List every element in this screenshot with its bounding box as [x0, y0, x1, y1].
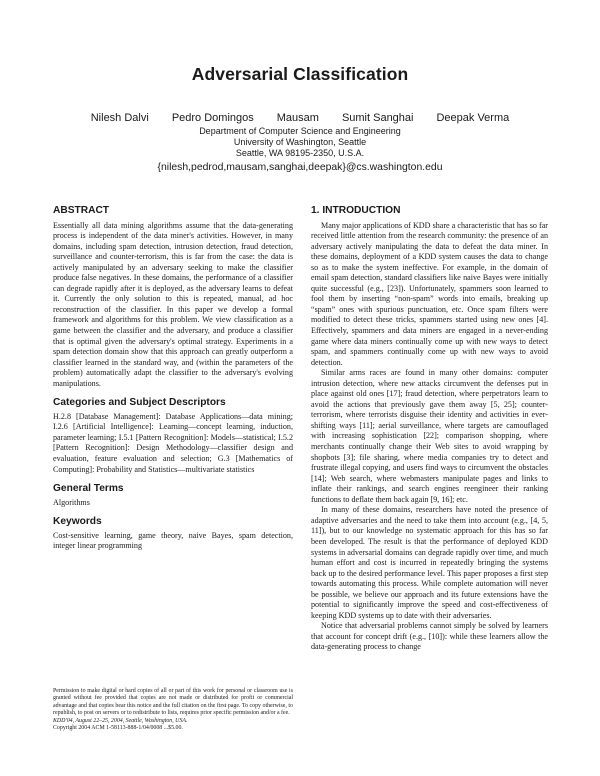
- right-column: [311, 206, 548, 653]
- keywords-heading: Keywords: [53, 516, 102, 528]
- introduction-heading: 1. INTRODUCTION: [311, 205, 401, 216]
- general-terms-heading: General Terms: [53, 483, 124, 495]
- permission-text: Permission to make digital or hard copies of all or part of this work for personal or classroom use is granted without fee provided that copies are not made or distributed for profit or commercial advantage and that copies bear this notice and the full citation on the first page. To copy otherwise, to republish, to post on servers or to redistribute to lists, requires prior specific permission and/or a fee.: [53, 688, 293, 717]
- author-name: Sumit Sanghai: [341, 112, 414, 124]
- author-emails[interactable]: {nilesh,pedrod,mausam,sanghai,deepak}@cs.washington.edu: [157, 161, 443, 173]
- author-list: [0, 112, 600, 124]
- intro-paragraph: Many major applications of KDD share a characteristic that has so far received little attention from the research community: the presence of an adversary actively manipulating the data to defeat the data miner. In these domains, deployment of a KDD system causes the data to change so as to make the system ineffective. For example, in the domain of email spam detection, standard classifiers like naive Bayes were initially quite successful (e.g., [23]). Unfortunately, spammers soon learned to fool them by inserting “non-spam” words into emails, breaking up “spam” ones with spurious punctuation, etc. Once spam filters were modified to detect these tricks, spammers started using new ones [4]. Effectively, spammers and data miners are engaged in a never-ending game where data miners continually come up with new ways to detect spam, and spammers continually come up with new ways to avoid detection.: [311, 220, 548, 367]
- permission-notice: [53, 688, 293, 732]
- categories-text: H.2.8 [Database Management]: Database Applications—data mining; I.2.6 [Artificial Intelligence]: Learning—concept learning, induction, parameter learning; I.5.1 [Pattern Recognition]: Models—statistical; I.5.2 [Pattern Recognition]: Design Methodology—classifier design and evaluation, feature evaluation and selection; G.3 [Mathematics of Computing]: Probability and Statistics—multivariate statistics: [53, 411, 293, 474]
- author-name: Pedro Domingos: [171, 112, 254, 124]
- author-name: Mausam: [276, 112, 319, 124]
- intro-paragraph: Similar arms races are found in many other domains: computer intrusion detection, where new attacks circumvent the defenses put in place against old ones [17]; fraud detection, where perpetrators learn to avoid the actions that previously gave them away [5, 25]; counter-terrorism, where terrorists disguise their identity and activities in ever-shifting ways [11]; aerial surveillance, where targets are camouflaged with increasing sophistication [22]; comparison shopping, where merchants continually change their Web sites to avoid wrapping by shopbots [3]; file sharing, where media companies try to detect and frustrate illegal copying, and users find ways to circumvent the obstacles [14]; Web search, where webmasters manipulate pages and links to inflate their rankings, and search engines reengineer their ranking functions to deflate them back again [9, 16]; etc.: [311, 368, 548, 504]
- affiliation-dept: Department of Computer Science and Engineering: [199, 126, 401, 136]
- abstract-heading: ABSTRACT: [53, 205, 110, 216]
- copyright-line: Copyright 2004 ACM 1-58113-888-1/04/0008 ...$5.00.: [53, 725, 183, 732]
- general-terms-text: Algorithms: [53, 497, 90, 507]
- intro-paragraph: Notice that adversarial problems cannot simply be solved by learners that account for concept drift (e.g., [10]): while these learners allow the data-generating process to change: [311, 621, 548, 652]
- abstract-text: Essentially all data mining algorithms assume that the data-generating process is independent of the data miner's activities. However, in many domains, including spam detection, intrusion detection, fraud detection, surveillance and counter-terrorism, this is far from the case: the data is actively manipulated by an adversary seeking to make the classifier produce false negatives. In these domains, the performance of a classifier can degrade rapidly after it is deployed, as the adversary learns to defeat it. Currently the only solution to this is repeated, manual, ad hoc reconstruction of the classifier. In this paper we develop a formal framework and algorithms for this problem. We view classification as a game between the classifier and the adversary, and produce a classifier that is optimal given the adversary's optimal strategy. Experiments in a spam detection domain show that this approach can greatly outperform a classifier learned in the standard way, and (within the parameters of the problem) automatically adapt the classifier to the adversary's evolving manipulations.: [53, 220, 293, 388]
- affiliation-block: [0, 126, 600, 173]
- venue-line: KDD'04, August 22–25, 2004, Seattle, Washington, USA.: [53, 717, 188, 724]
- left-column: [53, 206, 293, 552]
- affiliation-university: University of Washington, Seattle: [233, 137, 367, 148]
- author-name: Nilesh Dalvi: [90, 112, 149, 124]
- paper-title: Adversarial Classification: [191, 64, 409, 84]
- affiliation-address: Seattle, WA 98195-2350, U.S.A.: [235, 148, 365, 159]
- author-name: Deepak Verma: [436, 112, 510, 124]
- intro-paragraph: In many of these domains, researchers have noted the presence of adaptive adversaries and the need to take them into account (e.g., [4, 5, 11]), but to our knowledge no systematic approach for this has so far been developed. The result is that the performance of deployed KDD systems in adversarial domains can degrade rapidly over time, and much human effort and cost is incurred in repeatedly bringing the systems back up to the desired performance level. This paper proposes a first step towards automating this process. While complete automation will never be possible, we believe our approach and its future extensions have the potential to significantly improve the speed and cost-effectiveness of keeping KDD systems up to date with their adversaries.: [311, 505, 548, 620]
- categories-heading: Categories and Subject Descriptors: [53, 397, 226, 409]
- keywords-text: Cost-sensitive learning, game theory, naive Bayes, spam detection, integer linear programming: [53, 530, 293, 551]
